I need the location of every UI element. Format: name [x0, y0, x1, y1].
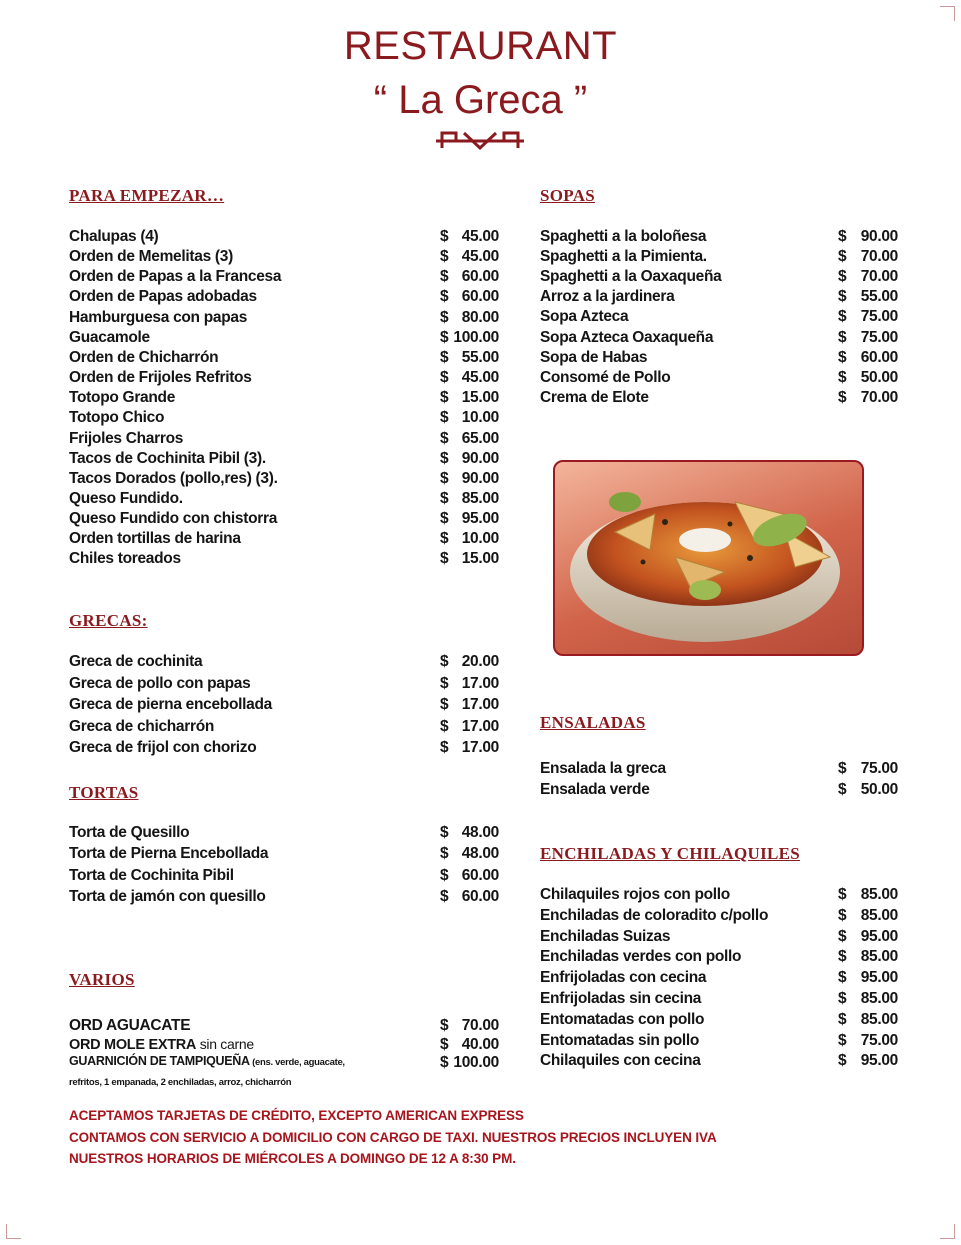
menu-item: [69, 867, 499, 887]
menu-item-name: Greca de chicharrón: [69, 717, 215, 735]
restaurant-name: “ La Greca ”: [373, 78, 588, 122]
currency-symbol: $: [838, 906, 847, 924]
menu-item-name: Chiles toreados: [69, 550, 181, 568]
menu-item-price: 90.00: [461, 469, 499, 487]
currency-symbol: $: [440, 288, 449, 306]
menu-item-price: 95.00: [860, 927, 898, 945]
currency-symbol: $: [838, 388, 847, 406]
menu-item-name: Queso Fundido con chistorra: [69, 510, 278, 528]
menu-item: [69, 510, 499, 530]
menu-item: [69, 248, 499, 268]
section-title-tortas: TORTAS: [69, 783, 139, 802]
menu-item: [69, 409, 499, 429]
menu-item-name: Queso Fundido.: [69, 489, 183, 507]
menu-item-name: Consomé de Pollo: [540, 368, 671, 386]
currency-symbol: $: [440, 1017, 449, 1034]
menu-item-price: 17.00: [461, 739, 499, 757]
section-title-para-empezar: PARA EMPEZAR…: [69, 186, 225, 205]
menu-item-name: Totopo Grande: [69, 389, 176, 407]
menu-item-price: 48.00: [461, 845, 499, 863]
menu-item: [69, 1017, 499, 1037]
menu-item-price: 55.00: [461, 348, 499, 366]
currency-symbol: $: [440, 409, 449, 427]
currency-symbol: $: [440, 469, 449, 487]
menu-item-price: 70.00: [860, 268, 898, 286]
currency-symbol: $: [838, 348, 847, 366]
menu-item-name: Chilaquiles con cecina: [540, 1052, 701, 1070]
menu-item: [69, 675, 499, 695]
menu-item-price: 90.00: [461, 449, 499, 467]
menu-item-name: ORD AGUACATE: [69, 1017, 191, 1034]
restaurant-title: RESTAURANT: [343, 24, 618, 68]
soup-bowl-photo: [553, 460, 864, 656]
menu-item-price: 55.00: [860, 288, 898, 306]
menu-item: [540, 928, 898, 948]
menu-item-price: 75.00: [860, 1031, 898, 1049]
menu-item-price: 45.00: [461, 369, 499, 387]
currency-symbol: $: [440, 530, 449, 548]
menu-item-name: Sopa de Habas: [540, 348, 648, 366]
menu-item-name: GUARNICIÓN DE TAMPIQUEÑA (ens. verde, aguacate,: [69, 1054, 345, 1068]
currency-symbol: $: [838, 1052, 847, 1070]
menu-item-name: Arroz a la jardinera: [540, 288, 675, 306]
menu-item: [540, 907, 898, 927]
menu-item-price: 17.00: [461, 696, 499, 714]
menu-item-name: Greca de cochinita: [69, 653, 203, 670]
menu-item-name: Enchiladas Suizas: [540, 927, 671, 945]
menu-item: [69, 349, 499, 369]
menu-item: [540, 288, 898, 308]
menu-item-price: 40.00: [461, 1035, 499, 1053]
currency-symbol: $: [440, 888, 449, 906]
menu-item: [69, 309, 499, 329]
varios-note: refritos, 1 empanada, 2 enchiladas, arroz, chicharrón: [69, 1077, 292, 1088]
currency-symbol: $: [440, 348, 449, 366]
menu-item-note: (ens. verde, aguacate,: [249, 1057, 345, 1068]
menu-item-price: 65.00: [461, 429, 499, 447]
currency-symbol: $: [838, 268, 847, 286]
menu-item-name: Tacos de Cochinita Pibil (3).: [69, 449, 266, 467]
menu-item-name: Ensalada verde: [540, 780, 650, 798]
currency-symbol: $: [440, 696, 449, 714]
footer-hours: NUESTROS HORARIOS DE MIÉRCOLES A DOMINGO DE 12 A 8:30 PM.: [69, 1151, 516, 1166]
menu-item-name: Hamburguesa con papas: [69, 308, 248, 326]
menu-item-price: 75.00: [860, 760, 898, 777]
currency-symbol: $: [440, 228, 449, 245]
currency-symbol: $: [838, 948, 847, 966]
currency-symbol: $: [838, 288, 847, 306]
menu-item-name: Orden de Memelitas (3): [69, 248, 233, 266]
currency-symbol: $: [440, 1054, 449, 1071]
menu-item-price: 17.00: [461, 717, 499, 735]
menu-item-price: 85.00: [860, 906, 898, 924]
currency-symbol: $: [440, 653, 449, 670]
menu-item-price: 10.00: [461, 409, 499, 427]
menu-item-price: 100.00: [453, 1054, 499, 1071]
currency-symbol: $: [838, 248, 847, 266]
menu-item: [69, 490, 499, 510]
menu-item-price: 80.00: [461, 308, 499, 326]
menu-item-name: Ensalada la greca: [540, 760, 666, 777]
currency-symbol: $: [838, 368, 847, 386]
currency-symbol: $: [440, 308, 449, 326]
menu-item-price: 95.00: [860, 1052, 898, 1070]
menu-item-price: 45.00: [461, 248, 499, 266]
menu-item: [69, 329, 499, 349]
menu-item-name: Greca de pollo con papas: [69, 674, 251, 692]
menu-item-note: sin carne: [196, 1035, 254, 1052]
currency-symbol: $: [440, 248, 449, 266]
menu-item: [69, 288, 499, 308]
menu-item-price: 10.00: [461, 530, 499, 548]
menu-item: [540, 248, 898, 268]
menu-item-price: 95.00: [461, 510, 499, 528]
currency-symbol: $: [440, 717, 449, 735]
crop-mark: [940, 6, 955, 21]
menu-item: [540, 369, 898, 389]
menu-item-price: 85.00: [461, 489, 499, 507]
menu-item-name: Tacos Dorados (pollo,res) (3).: [69, 469, 278, 487]
menu-item-name: ORD MOLE EXTRA sin carne: [69, 1035, 254, 1053]
menu-item: [540, 969, 898, 989]
menu-item-name: Entomatadas con pollo: [540, 1010, 705, 1028]
menu-item: [540, 1011, 898, 1031]
menu-item: [540, 349, 898, 369]
menu-item-price: 90.00: [860, 228, 898, 245]
menu-item-price: 60.00: [461, 268, 499, 286]
menu-item-price: 50.00: [860, 368, 898, 386]
menu-item: [540, 389, 898, 409]
menu-item: [69, 530, 499, 550]
menu-item: [69, 653, 499, 673]
menu-item: [69, 389, 499, 409]
currency-symbol: $: [838, 228, 847, 245]
currency-symbol: $: [440, 369, 449, 387]
menu-item-price: 20.00: [461, 653, 499, 670]
menu-item: [69, 696, 499, 716]
menu-item-name: Spaghetti a la Oaxaqueña: [540, 268, 722, 286]
menu-item-name: Spaghetti a la Pimienta.: [540, 248, 707, 266]
greca-logo-icon: [434, 128, 526, 154]
menu-item-price: 85.00: [860, 990, 898, 1007]
menu-item-price: 45.00: [461, 228, 499, 245]
soup-illustration: [555, 462, 862, 654]
menu-item: [540, 948, 898, 968]
menu-item-name: Spaghetti a la boloñesa: [540, 228, 707, 245]
menu-item: [540, 308, 898, 328]
menu-item: [69, 550, 499, 570]
footer-cards: ACEPTAMOS TARJETAS DE CRÉDITO, EXCEPTO AMERICAN EXPRESS: [69, 1108, 524, 1123]
menu-item: [69, 470, 499, 490]
menu-item-name: Enfrijoladas sin cecina: [540, 990, 702, 1007]
menu-item-name: Greca de frijol con chorizo: [69, 739, 257, 757]
menu-item-price: 75.00: [860, 308, 898, 326]
currency-symbol: $: [838, 927, 847, 945]
section-title-sopas: SOPAS: [540, 186, 596, 205]
menu-item-price: 15.00: [461, 389, 499, 407]
menu-item: [540, 268, 898, 288]
menu-item: [69, 824, 499, 844]
currency-symbol: $: [440, 739, 449, 757]
menu-item: [69, 228, 499, 248]
crop-mark: [6, 1224, 21, 1239]
menu-item-name: Entomatadas sin pollo: [540, 1031, 700, 1049]
menu-item: [69, 845, 499, 865]
menu-item-name: Torta de jamón con quesillo: [69, 888, 266, 906]
menu-item-name: Sopa Azteca: [540, 308, 629, 326]
currency-symbol: $: [440, 449, 449, 467]
menu-item-name: Orden tortillas de harina: [69, 530, 241, 548]
menu-item-price: 75.00: [860, 328, 898, 346]
footer-delivery: CONTAMOS CON SERVICIO A DOMICILIO CON CARGO DE TAXI. NUESTROS PRECIOS INCLUYEN IVA: [69, 1130, 717, 1145]
currency-symbol: $: [838, 969, 847, 987]
menu-item-name: Guacamole: [69, 328, 150, 346]
currency-symbol: $: [838, 760, 847, 777]
currency-symbol: $: [440, 550, 449, 568]
menu-item-price: 85.00: [860, 886, 898, 903]
menu-item-name: Sopa Azteca Oaxaqueña: [540, 328, 714, 346]
currency-symbol: $: [440, 389, 449, 407]
currency-symbol: $: [838, 1031, 847, 1049]
menu-item: [540, 1052, 898, 1072]
menu-item-name: Chilaquiles rojos con pollo: [540, 886, 730, 903]
currency-symbol: $: [838, 308, 847, 326]
menu-item-price: 60.00: [860, 348, 898, 366]
menu-item-price: 60.00: [461, 288, 499, 306]
menu-item-name: Orden de Papas adobadas: [69, 288, 257, 306]
menu-item: [540, 781, 898, 801]
menu-item-name: Orden de Papas a la Francesa: [69, 268, 282, 286]
menu-item: [540, 886, 898, 906]
menu-item-name: Enchiladas verdes con pollo: [540, 948, 742, 966]
menu-item-name: Orden de Chicharrón: [69, 348, 219, 366]
menu-item-name: Enchiladas de coloradito c/pollo: [540, 906, 769, 924]
menu-item-price: 17.00: [461, 674, 499, 692]
section-title-grecas: GRECAS:: [69, 611, 148, 630]
menu-item-price: 95.00: [860, 969, 898, 987]
section-title-varios: VARIOS: [69, 970, 135, 989]
menu-item: [69, 450, 499, 470]
menu-item-price: 50.00: [860, 780, 898, 798]
menu-item: [540, 760, 898, 780]
menu-item-name: Enfrijoladas con cecina: [540, 969, 707, 987]
menu-item: [69, 430, 499, 450]
menu-item: [69, 1054, 499, 1074]
currency-symbol: $: [440, 489, 449, 507]
currency-symbol: $: [440, 429, 449, 447]
menu-item-name: Crema de Elote: [540, 388, 649, 406]
menu-item: [540, 990, 898, 1010]
menu-item: [69, 739, 499, 759]
menu-item-price: 70.00: [860, 388, 898, 406]
menu-item-price: 15.00: [461, 550, 499, 568]
currency-symbol: $: [838, 328, 847, 346]
menu-item-name: Torta de Quesillo: [69, 824, 190, 841]
menu-item: [69, 1036, 499, 1056]
menu-item-name: Chalupas (4): [69, 228, 159, 245]
currency-symbol: $: [838, 990, 847, 1007]
currency-symbol: $: [440, 268, 449, 286]
currency-symbol: $: [440, 866, 449, 884]
currency-symbol: $: [440, 674, 449, 692]
menu-item-name: Totopo Chico: [69, 409, 165, 427]
menu-item: [69, 268, 499, 288]
menu-item-price: 60.00: [461, 866, 499, 884]
currency-symbol: $: [440, 510, 449, 528]
menu-item: [540, 1032, 898, 1052]
menu-item: [69, 888, 499, 908]
menu-item-price: 85.00: [860, 1010, 898, 1028]
currency-symbol: $: [440, 845, 449, 863]
section-title-ensaladas: ENSALADAS: [540, 713, 646, 732]
section-title-enchiladas: ENCHILADAS Y CHILAQUILES: [540, 844, 801, 863]
currency-symbol: $: [838, 886, 847, 903]
currency-symbol: $: [440, 1035, 449, 1053]
menu-item-price: 70.00: [860, 248, 898, 266]
crop-mark: [940, 1224, 955, 1239]
menu-item-name: Torta de Pierna Encebollada: [69, 845, 269, 863]
menu-item-price: 70.00: [461, 1017, 499, 1034]
currency-symbol: $: [838, 780, 847, 798]
menu-item: [69, 718, 499, 738]
menu-item-price: 48.00: [461, 824, 499, 841]
currency-symbol: $: [838, 1010, 847, 1028]
menu-item: [540, 228, 898, 248]
menu-item: [69, 369, 499, 389]
menu-item-name: Greca de pierna encebollada: [69, 696, 272, 714]
currency-symbol: $: [440, 328, 449, 346]
menu-item-name: Orden de Frijoles Refritos: [69, 369, 252, 387]
menu-item-price: 85.00: [860, 948, 898, 966]
menu-item-price: 60.00: [461, 888, 499, 906]
menu-item-name: Frijoles Charros: [69, 429, 184, 447]
menu-item-price: 100.00: [453, 328, 499, 346]
menu-item-name: Torta de Cochinita Pibil: [69, 866, 234, 884]
currency-symbol: $: [440, 824, 449, 841]
menu-item: [540, 329, 898, 349]
